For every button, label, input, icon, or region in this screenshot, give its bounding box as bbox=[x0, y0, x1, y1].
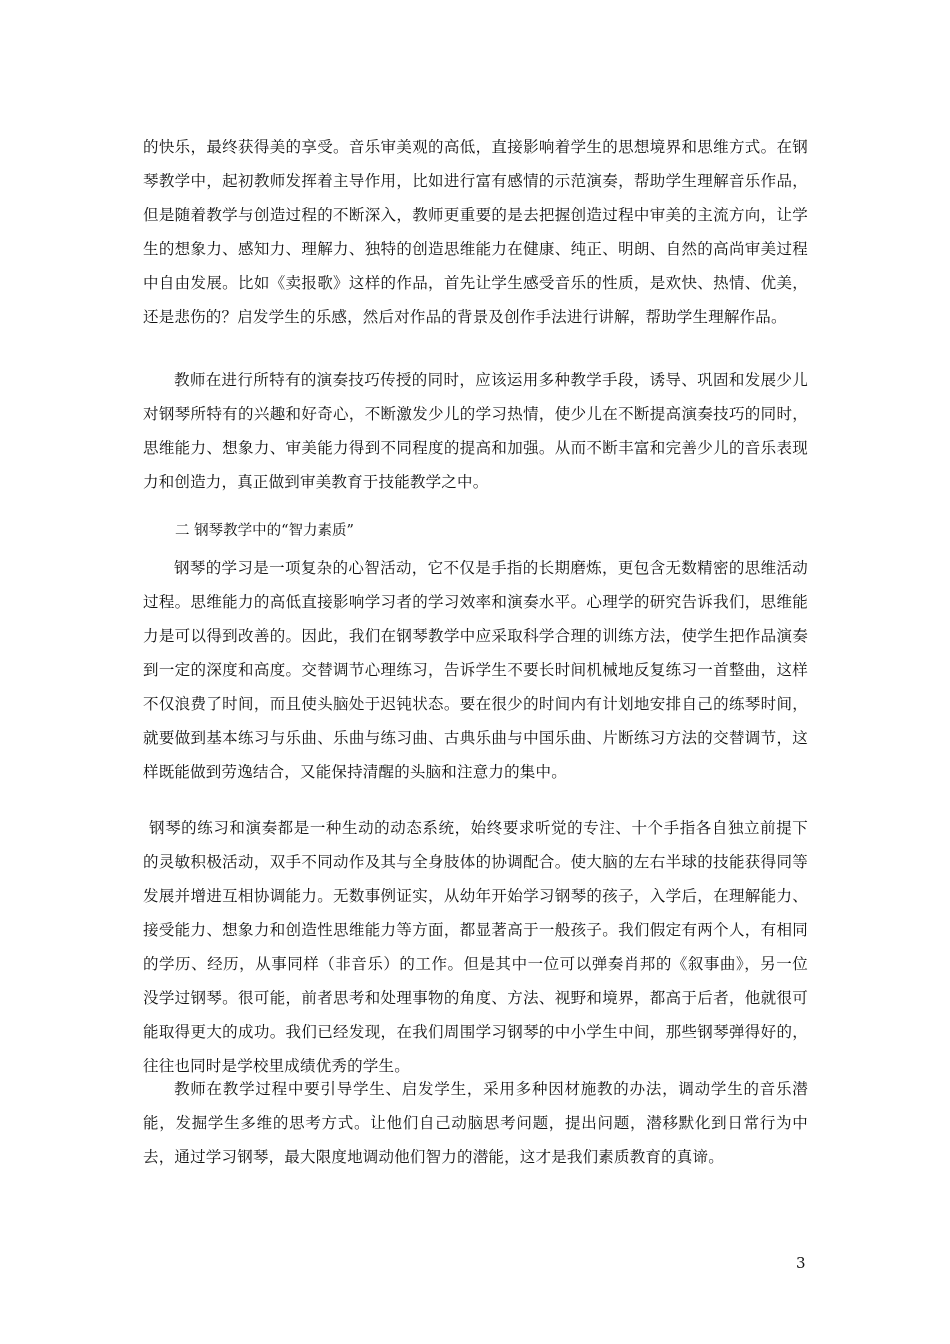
paragraph-teacher-techniques: 教师在进行所特有的演奏技巧传授的同时，应该运用多种教学手段，诱导、巩固和发展少儿对钢琴所特有的兴趣和好奇心，不断激发少儿的学习热情，使少儿在不断提高演奏技巧的同时，思维能力、想象力、审美能力得到不同程度的提高和加强。从而不断丰富和完善少儿的音乐表现力和创造力，真正做到审美教育于技能教学之中。 bbox=[143, 371, 808, 491]
page-number: 3 bbox=[796, 1254, 806, 1272]
paragraph-piano-learning: 钢琴的学习是一项复杂的心智活动，它不仅是手指的长期磨炼，更包含无数精密的思维活动过程。思维能力的高低直接影响学习者的学习效率和演奏水平。心理学的研究告诉我们，思维能力是可以得到改善的。因此，我们在钢琴教学中应采取科学合理的训练方法，使学生把作品演奏到一定的深度和高度。交替调节心理练习，告诉学生不要长时间机械地反复练习一首整曲，这样不仅浪费了时间，而且使头脑处于迟钝状态。要在很少的时间内有计划地安排自己的练琴时间，就要做到基本练习与乐曲、乐曲与练习曲、古典乐曲与中国乐曲、片断练习方法的交替调节，这样既能做到劳逸结合，又能保持清醒的头脑和注意力的集中。 bbox=[143, 559, 808, 781]
paragraph-aesthetic-continuation: 的快乐，最终获得美的享受。音乐审美观的高低，直接影响着学生的思想境界和思维方式。在钢琴教学中，起初教师发挥着主导作用，比如进行富有感情的示范演奏，帮助学生理解音乐作品，但是随着教学与创造过程的不断深入，教师更重要的是去把握创造过程中审美的主流方向，让学生的想象力、感知力、理解力、独特的创造思维能力在健康、纯正、明朗、自然的高尚审美过程中自由发展。比如《卖报歌》这样的作品，首先让学生感受音乐的性质，是欢快、热情、优美，还是悲伤的？启发学生的乐感，然后对作品的背景及创作手法进行讲解，帮助学生理解作品。 bbox=[143, 138, 808, 326]
section-heading-intelligence: 二 钢琴教学中的“智力素质” bbox=[175, 523, 354, 539]
paragraph-teacher-guidance: 教师在教学过程中要引导学生、启发学生，采用多种因材施教的办法，调动学生的音乐潜能，发掘学生多维的思考方式。让他们自己动脑思考问题，提出问题，潜移默化到日常行为中去，通过学习钢琴，最大限度地调动他们智力的潜能，这才是我们素质教育的真谛。 bbox=[143, 1080, 808, 1166]
paragraph-dynamic-system: 钢琴的练习和演奏都是一种生动的动态系统，始终要求听觉的专注、十个手指各自独立前提下的灵敏积极活动，双手不同动作及其与全身肢体的协调配合。使大脑的左右半球的技能获得同等发展并增进互相协调能力。无数事例证实，从幼年开始学习钢琴的孩子，入学后，在理解能力、接受能力、想象力和创造性思维能力等方面，都显著高于一般孩子。我们假定有两个人，有相同的学历、经历，从事同样（非音乐）的工作。但是其中一位可以弹奏肖邦的《叙事曲》，另一位没学过钢琴。很可能，前者思考和处理事物的角度、方法、视野和境界，都高于后者，他就很可能取得更大的成功。我们已经发现，在我们周围学习钢琴的中小学生中间，那些钢琴弹得好的，往往也同时是学校里成绩优秀的学生。 bbox=[143, 819, 808, 1075]
